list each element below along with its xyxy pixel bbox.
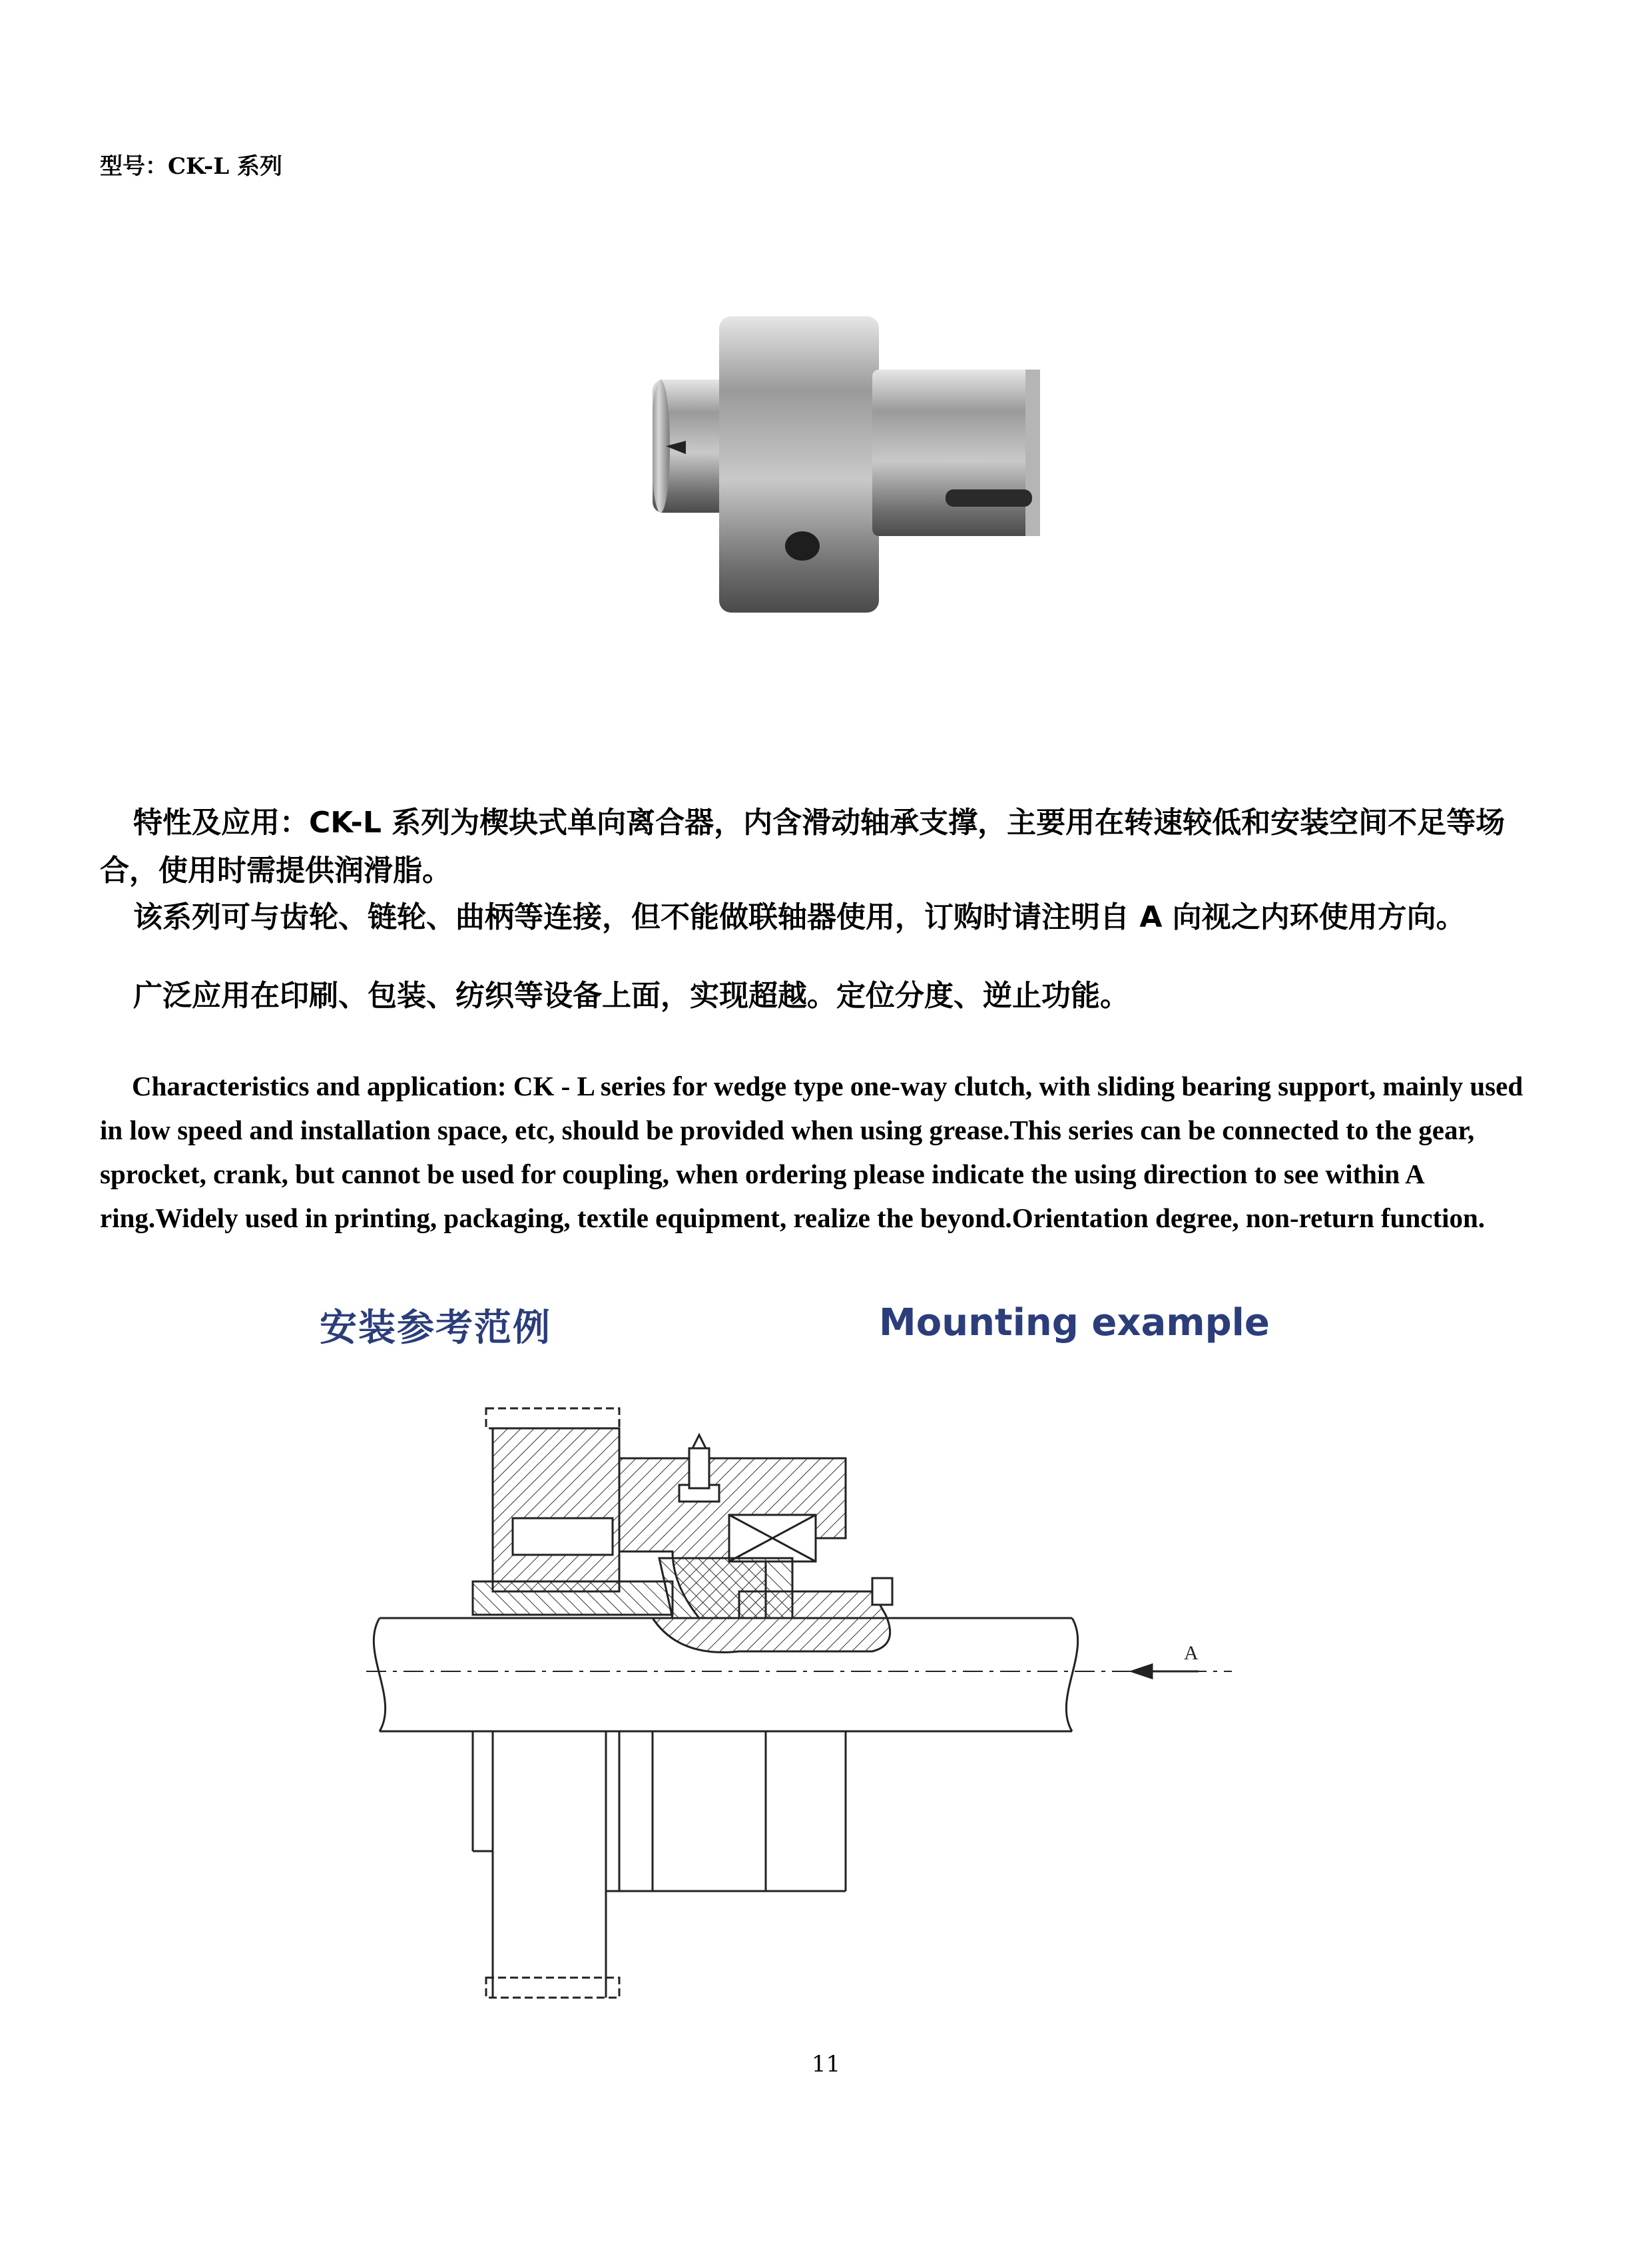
page-number: 11 <box>811 2051 841 2078</box>
drawing-label-a: A <box>1184 1642 1199 1664</box>
clutch-product-photo <box>653 313 1052 619</box>
mounting-heading-zh: 安装参考范例 <box>320 1306 551 1350</box>
feature-paragraph-en: Characteristics and application: CK - L series for wedge type one-way clutch, with sliding bearing support, mainly used in low speed and installation space, etc, should be provided when using grease.This series can be connected to the gear, sprocket, crank, but cannot be used for coupling, when ordering please indicate the using direction to see within A ring.Widely used in printing, packaging, textile equipment, realize the beyond.Orientation degree, non-return function. <box>100 1071 1523 1233</box>
feature-paragraph-zh-3: 广泛应用在印刷、包装、纺织等设备上面，实现超越。定位分度、逆止功能。 <box>133 979 1129 1013</box>
feature-paragraph-zh-1: 特性及应用：CK-L 系列为楔块式单向离合器，内含滑动轴承支撑，主要用在转速较低和安装空间不足等场合，使用时需提供润滑脂。 <box>100 806 1506 888</box>
model-title: 型号：CK-L 系列 <box>100 153 282 180</box>
mounting-drawing <box>366 1385 1245 2011</box>
feature-paragraph-zh-2: 该系列可与齿轮、链轮、曲柄等连接，但不能做联轴器使用，订购时请注明自 A 向视之内环使用方向。 <box>133 900 1466 934</box>
mounting-heading-en: Mounting example <box>879 1301 1270 1344</box>
